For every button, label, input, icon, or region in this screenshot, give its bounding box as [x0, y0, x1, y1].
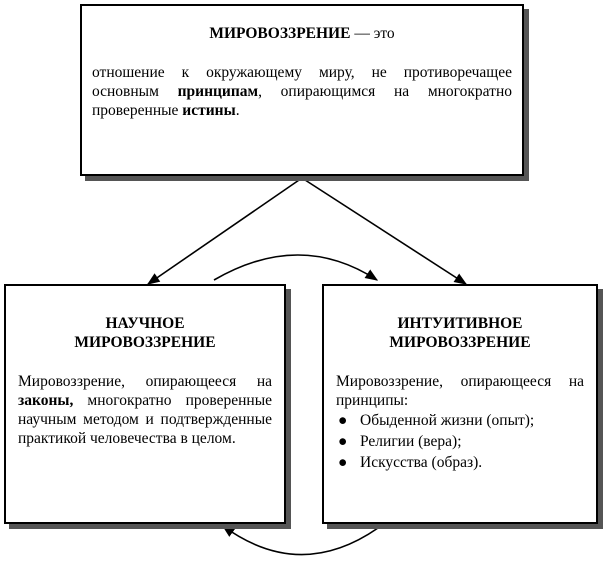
scientific-worldview-description: Мировоззрение, опирающееся на законы, многократно проверенные научным методом и подтвержденные практикой человечества в целом. [18, 373, 272, 447]
bullet-icon: ● [338, 454, 348, 471]
intuitive-worldview-intro: Мировоззрение, опирающееся на принципы: [336, 373, 584, 409]
scientific-worldview-title: НАУЧНОЕ МИРОВОЗЗРЕНИЕ [74, 315, 216, 351]
bullet-icon: ● [338, 433, 348, 450]
principles-list [336, 410, 584, 473]
arrow-to-scientific [148, 178, 302, 284]
arrow-to-intuitive [302, 178, 466, 284]
intuitive-worldview-title: ИНТУИТИВНОЕ МИРОВОЗЗРЕНИЕ [389, 315, 531, 351]
intuitive-worldview-box [322, 284, 598, 524]
worldview-definition-box [80, 4, 524, 176]
curved-arrow-top [214, 255, 377, 280]
worldview-title: МИРОВОЗЗРЕНИЕ — это [209, 25, 395, 42]
worldview-definition: отношение к окружающему миру, не противоречащее основным принципам, опирающимся на многократно проверенные истины. [92, 64, 512, 119]
bullet-icon: ● [338, 412, 348, 429]
list-item: ● Религии (вера); [338, 433, 462, 450]
curved-arrow-bottom [223, 526, 378, 555]
list-item: ● Искусства (образ). [338, 454, 483, 471]
list-item: ● Обыденной жизни (опыт); [338, 412, 535, 429]
scientific-worldview-box [4, 284, 286, 524]
